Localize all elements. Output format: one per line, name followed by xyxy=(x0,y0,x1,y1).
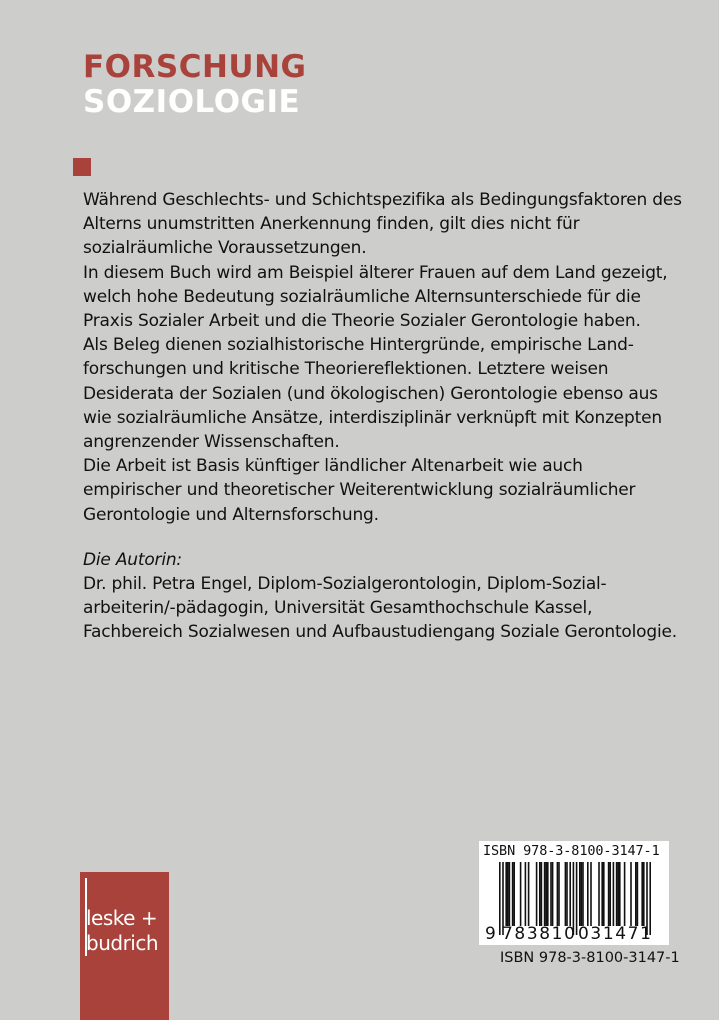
barcode-bar xyxy=(505,862,507,926)
barcode-bar xyxy=(499,862,501,935)
barcode-bar xyxy=(581,862,583,926)
barcode-bar xyxy=(609,862,611,926)
barcode-bar xyxy=(565,862,567,926)
barcode-bar xyxy=(630,862,632,926)
barcode-digit-lead: 9 xyxy=(485,924,496,944)
barcode-bar xyxy=(601,862,603,926)
barcode-bar xyxy=(579,862,581,926)
barcode-bar xyxy=(587,862,589,926)
barcode-bar xyxy=(558,862,560,926)
barcode-bar xyxy=(616,862,618,926)
blurb-paragraph-4: Die Arbeit ist Basis künftiger ländlicher Altenarbeit wie auch empirischer und theoretischer Weiterentwicklung sozialräumlicher Gerontologie und Alternsforschung. xyxy=(83,456,636,525)
barcode-bar xyxy=(547,862,549,926)
publisher-logo-text: leske + budrich xyxy=(86,906,159,955)
blurb-paragraph-3: Als Beleg dienen sozialhistorische Hintergründe, empirische Land-forschungen und kritische Theoriereflektionen. Letztere weisen Desiderata der Sozialen (und ökologischen) Gerontologie ebenso aus wie sozialräumliche Ansätze, interdisziplinär verknüpft mit Konzepten angrenzender Wissenschaften. xyxy=(83,335,662,453)
barcode-bar xyxy=(624,862,626,926)
barcode-bar xyxy=(613,862,615,926)
barcode-bar xyxy=(550,862,552,926)
barcode-bar xyxy=(552,862,554,926)
barcode-bar xyxy=(598,862,600,926)
barcode-bar xyxy=(544,862,546,926)
barcode-bar xyxy=(637,862,639,926)
series-title xyxy=(83,50,306,120)
barcode-bar xyxy=(512,862,514,926)
barcode-bar xyxy=(603,862,605,926)
barcode-bar xyxy=(513,862,515,926)
blurb-paragraph-2: In diesem Buch wird am Beispiel älterer Frauen auf dem Land gezeigt, welch hohe Bedeutung sozialräumliche Alternsunterschiede für die Praxis Sozialer Arbeit und die Theorie Sozialer Gerontologie haben. xyxy=(83,262,668,332)
isbn-barcode xyxy=(479,841,669,945)
barcode-bar xyxy=(557,862,559,926)
publisher-logo xyxy=(80,872,169,1020)
author-detail: Dr. phil. Petra Engel, Diplom-Sozialgerontologin, Diplom-Sozial-arbeiterin/-pädagogin, Universität Gesamthochschule Kassel, Fachbereich Sozialwesen und Aufbaustudiengang Soziale Gerontologie. xyxy=(83,574,677,643)
series-title-forschung: FORSCHUNG xyxy=(83,49,307,85)
barcode-digits-left: 783810 xyxy=(502,924,577,944)
barcode-bar xyxy=(566,862,568,926)
barcode-bar xyxy=(569,862,571,926)
barcode-bar xyxy=(590,862,592,926)
barcode-bar xyxy=(582,862,584,926)
barcode-bar xyxy=(525,862,527,926)
barcode-bar xyxy=(539,862,541,926)
barcode-bar xyxy=(545,862,547,926)
square-marker-icon xyxy=(73,158,91,176)
author-section xyxy=(83,548,683,645)
barcode-bar xyxy=(507,862,509,926)
barcode-bar xyxy=(536,862,538,926)
barcode-bar xyxy=(608,862,610,926)
barcode-digits-right: 031471 xyxy=(578,924,653,944)
blurb-paragraph-1: Während Geschlechts- und Schichtspezifika als Bedingungsfaktoren des Alterns unumstritten Anerkennung finden, gilt dies nicht für sozialräumliche Voraussetzungen. xyxy=(83,190,682,259)
author-label: Die Autorin: xyxy=(83,549,182,570)
barcode-bar xyxy=(617,862,619,926)
blurb xyxy=(83,188,683,645)
barcode-bar xyxy=(520,862,522,926)
barcode-bar xyxy=(528,862,530,926)
isbn-text: ISBN 978-3-8100-3147-1 xyxy=(500,950,680,966)
series-title-soziologie: SOZIOLOGIE xyxy=(83,84,301,120)
barcode-bar xyxy=(541,862,543,926)
barcode-bar xyxy=(641,862,643,926)
barcode-bar xyxy=(635,862,637,926)
barcode-isbn-label: ISBN 978-3-8100-3147-1 xyxy=(483,843,660,859)
barcode-bar xyxy=(509,862,511,926)
barcode-bar xyxy=(643,862,645,926)
barcode-bar xyxy=(619,862,621,926)
